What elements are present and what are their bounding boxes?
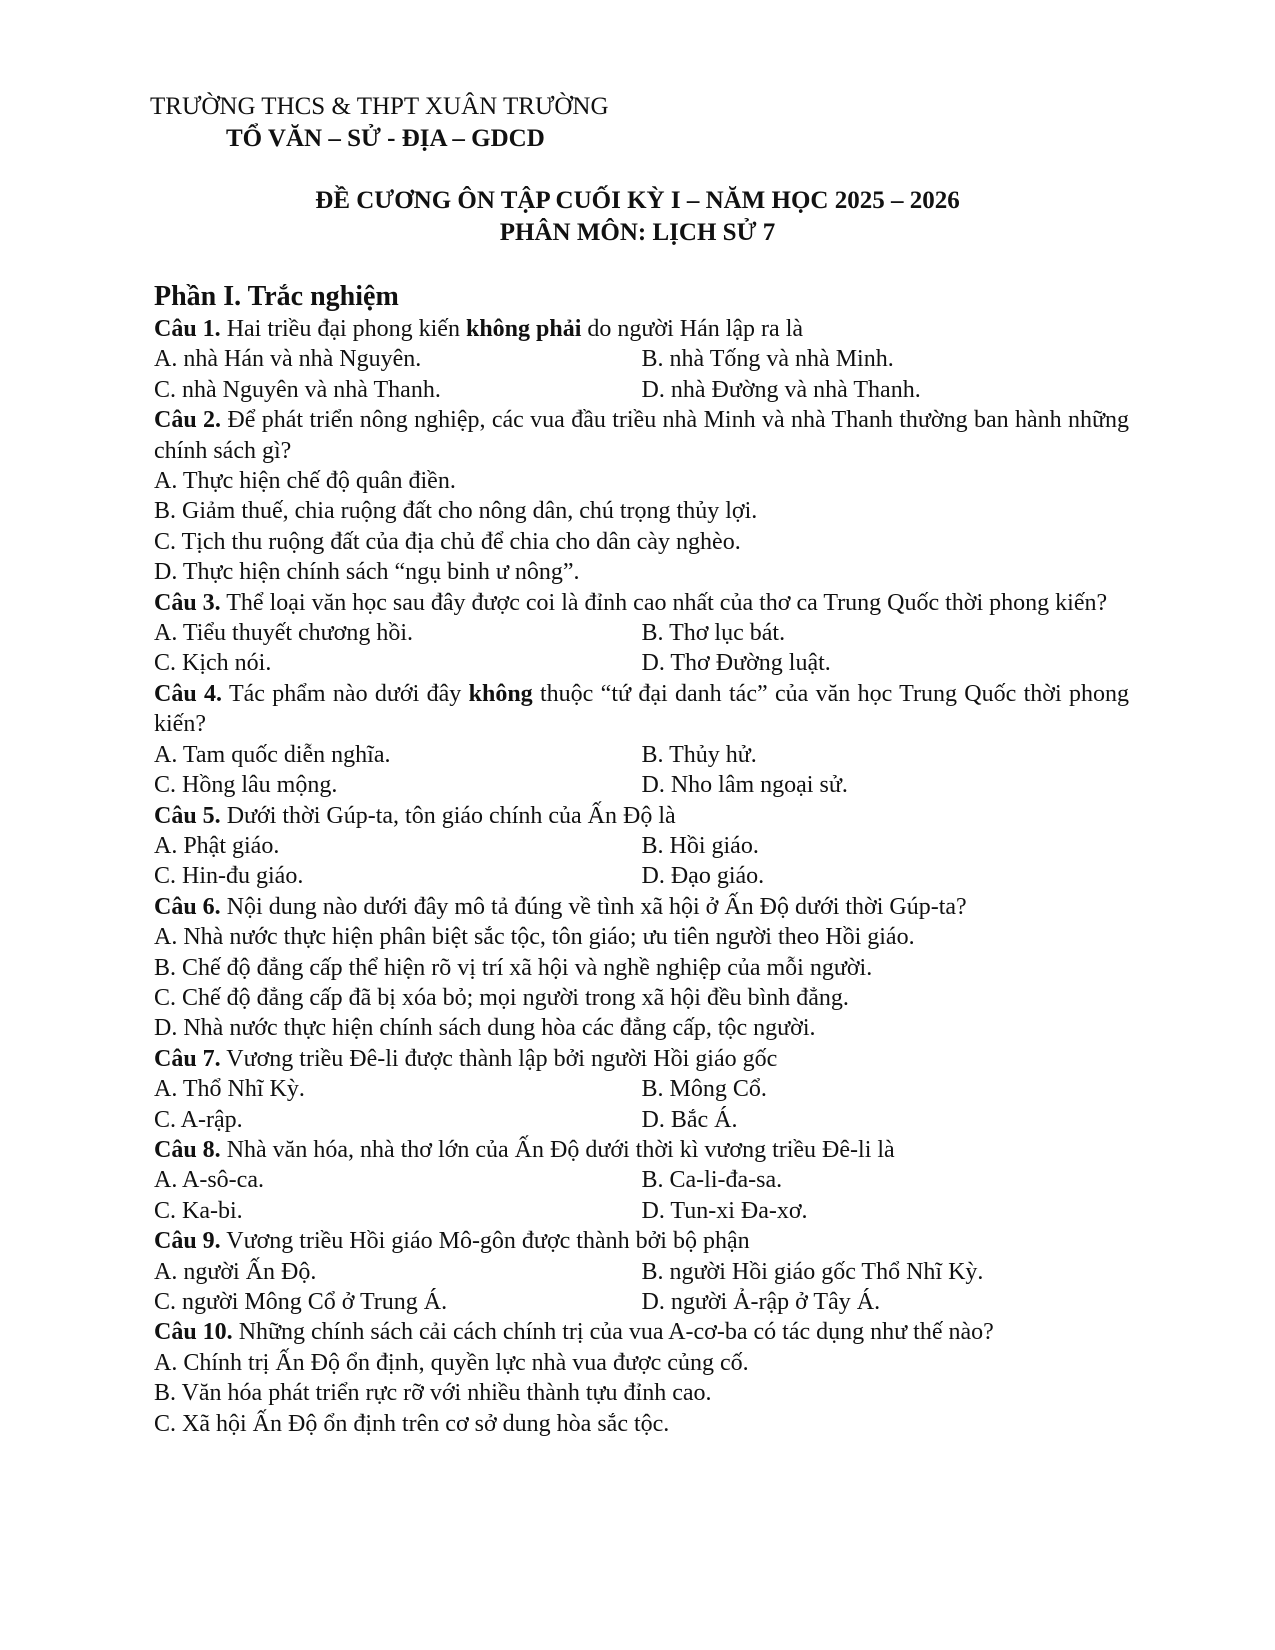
option-b: B. nhà Tống và nhà Minh. xyxy=(641,346,894,373)
option-c: C. A-rập. xyxy=(154,1106,243,1133)
option-row xyxy=(154,344,1129,374)
option-d: D. Thơ Đường luật. xyxy=(641,650,831,677)
option-row xyxy=(154,740,1129,770)
question-stem xyxy=(154,1135,1129,1165)
option-a: A. người Ấn Độ. xyxy=(154,1258,317,1285)
option-b: B. Văn hóa phát triển rực rỡ với nhiều thành tựu đỉnh cao. xyxy=(154,1380,712,1407)
question-label: Câu 7. xyxy=(154,1045,221,1072)
option-row xyxy=(154,1105,1129,1135)
question-label: Câu 2. xyxy=(154,407,222,434)
document-body xyxy=(154,280,1129,1439)
option-d: D. Tun-xi Đa-xơ. xyxy=(641,1197,808,1224)
option-a: A. Nhà nước thực hiện phân biệt sắc tộc, tôn giáo; ưu tiên người theo Hồi giáo. xyxy=(154,924,915,951)
option-a: A. Tiểu thuyết chương hồi. xyxy=(154,620,414,647)
question-9 xyxy=(154,1226,1129,1317)
question-text: Dưới thời Gúp-ta, tôn giáo chính của Ấn Độ là xyxy=(226,802,676,829)
option-b: B. Giảm thuế, chia ruộng đất cho nông dân, chú trọng thủy lợi. xyxy=(154,498,758,525)
option-c: C. Xã hội Ấn Độ ổn định trên cơ sở dung hòa sắc tộc. xyxy=(154,1410,670,1437)
option-c: C. người Mông Cổ ở Trung Á. xyxy=(154,1289,448,1315)
question-label: Câu 10. xyxy=(154,1319,233,1346)
option-a: A. Phật giáo. xyxy=(154,832,280,859)
question-2 xyxy=(154,405,1129,587)
question-label: Câu 3. xyxy=(154,589,221,616)
option-d: D. Nhà nước thực hiện chính sách dung hòa các đẳng cấp, tộc người. xyxy=(154,1015,816,1042)
option-d: D. người Ả-rập ở Tây Á. xyxy=(641,1289,881,1315)
question-text: Vương triều Đê-li được thành lập bởi người Hồi giáo gốc xyxy=(226,1045,778,1072)
question-text: thuộc “tứ đại danh tác” của văn học Trung Quốc thời phong kiến? xyxy=(154,680,1130,738)
option-a: A. A-sô-ca. xyxy=(154,1167,264,1194)
option-b: B. Thơ lục bát. xyxy=(641,620,786,647)
option-c: C. Tịch thu ruộng đất của địa chủ để chia cho dân cày nghèo. xyxy=(154,528,741,555)
option-d: D. nhà Đường và nhà Thanh. xyxy=(641,376,921,403)
option-c: C. Ka-bi. xyxy=(154,1197,243,1224)
question-stem xyxy=(154,405,1129,466)
option-b: B. người Hồi giáo gốc Thổ Nhĩ Kỳ. xyxy=(641,1258,984,1285)
question-label: Câu 5. xyxy=(154,802,221,829)
question-text: do người Hán lập ra là xyxy=(587,316,804,342)
question-3 xyxy=(154,588,1129,679)
option-d: D. Đạo giáo. xyxy=(641,863,765,890)
question-stem xyxy=(154,801,1129,831)
option-c: C. Kịch nói. xyxy=(154,650,272,677)
option-c: C. Hồng lâu mộng. xyxy=(154,772,338,799)
option-a: A. Chính trị Ấn Độ ổn định, quyền lực nhà vua được củng cố. xyxy=(154,1349,749,1376)
department-name: TỔ VĂN – SỬ - ĐỊA – GDCD xyxy=(226,125,545,152)
option-d: D. Thực hiện chính sách “ngụ binh ư nông”. xyxy=(154,559,580,586)
school-name: TRƯỜNG THCS & THPT XUÂN TRƯỜNG xyxy=(150,93,609,120)
question-text: Nhà văn hóa, nhà thơ lớn của Ấn Độ dưới thời kì vương triều Đê-li là xyxy=(226,1136,895,1163)
option-c: C. Chế độ đẳng cấp đã bị xóa bỏ; mọi người trong xã hội đều bình đẳng. xyxy=(154,984,849,1011)
option-c: C. Hin-đu giáo. xyxy=(154,863,304,890)
option-row xyxy=(154,1074,1129,1104)
question-emphasis: không phải xyxy=(465,316,582,342)
question-stem xyxy=(154,1226,1129,1256)
option-d: D. Nho lâm ngoại sử. xyxy=(641,772,848,799)
question-stem xyxy=(154,314,1129,344)
question-text: Tác phẩm nào dưới đây xyxy=(228,680,462,707)
document-title: ĐỀ CƯƠNG ÔN TẬP CUỐI KỲ I – NĂM HỌC 2025 – 2026 xyxy=(315,187,960,214)
question-7 xyxy=(154,1044,1129,1135)
question-stem xyxy=(154,588,1129,618)
document-subtitle: PHÂN MÔN: LỊCH SỬ 7 xyxy=(499,219,776,246)
question-stem xyxy=(154,1317,1129,1347)
option-d: D. Bắc Á. xyxy=(641,1106,738,1133)
question-6 xyxy=(154,892,1129,1044)
question-8 xyxy=(154,1135,1129,1226)
question-text: Những chính sách cải cách chính trị của vua A-cơ-ba có tác dụng như thế nào? xyxy=(238,1319,994,1346)
option-row xyxy=(154,1257,1129,1287)
option-a: A. Tam quốc diễn nghĩa. xyxy=(154,741,391,768)
question-text: Hai triều đại phong kiến xyxy=(226,316,460,342)
question-5 xyxy=(154,801,1129,892)
option-b: B. Chế độ đẳng cấp thể hiện rõ vị trí xã hội và nghề nghiệp của mỗi người. xyxy=(154,954,873,981)
option-row xyxy=(154,375,1129,405)
question-stem xyxy=(154,679,1129,740)
option-a: A. Thực hiện chế độ quân điền. xyxy=(154,468,456,495)
question-1 xyxy=(154,314,1129,405)
option-b: B. Mông Cổ. xyxy=(641,1076,767,1103)
question-text: Để phát triển nông nghiệp, các vua đầu triều nhà Minh và nhà Thanh thường ban hành những chính sách gì? xyxy=(154,407,1130,464)
question-stem xyxy=(154,892,1129,922)
option-a: A. nhà Hán và nhà Nguyên. xyxy=(154,346,422,373)
option-row xyxy=(154,1165,1129,1195)
question-emphasis: không xyxy=(468,680,533,707)
option-a: A. Thổ Nhĩ Kỳ. xyxy=(154,1076,305,1103)
question-text: Vương triều Hồi giáo Mô-gôn được thành bởi bộ phận xyxy=(226,1228,750,1255)
option-row xyxy=(154,1196,1129,1226)
option-row xyxy=(154,861,1129,891)
option-b: B. Ca-li-đa-sa. xyxy=(641,1167,783,1194)
section-title: Phần I. Trắc nghiệm xyxy=(154,281,399,312)
question-label: Câu 8. xyxy=(154,1136,221,1163)
question-label: Câu 9. xyxy=(154,1228,221,1255)
option-row xyxy=(154,648,1129,678)
question-label: Câu 6. xyxy=(154,893,221,920)
question-4 xyxy=(154,679,1129,801)
question-label: Câu 1. xyxy=(154,316,221,342)
option-row xyxy=(154,618,1129,648)
question-text: Nội dung nào dưới đây mô tả đúng về tình xã hội ở Ấn Độ dưới thời Gúp-ta? xyxy=(226,893,967,920)
question-text: Thể loại văn học sau đây được coi là đỉnh cao nhất của thơ ca Trung Quốc thời phong kiến? xyxy=(226,589,1108,616)
option-b: B. Hồi giáo. xyxy=(641,832,759,859)
question-label: Câu 4. xyxy=(154,680,223,707)
question-10 xyxy=(154,1317,1129,1439)
option-c: C. nhà Nguyên và nhà Thanh. xyxy=(154,376,441,403)
option-b: B. Thủy hử. xyxy=(641,741,757,768)
question-stem xyxy=(154,1044,1129,1074)
option-row xyxy=(154,831,1129,861)
option-row xyxy=(154,1287,1129,1317)
option-row xyxy=(154,770,1129,800)
